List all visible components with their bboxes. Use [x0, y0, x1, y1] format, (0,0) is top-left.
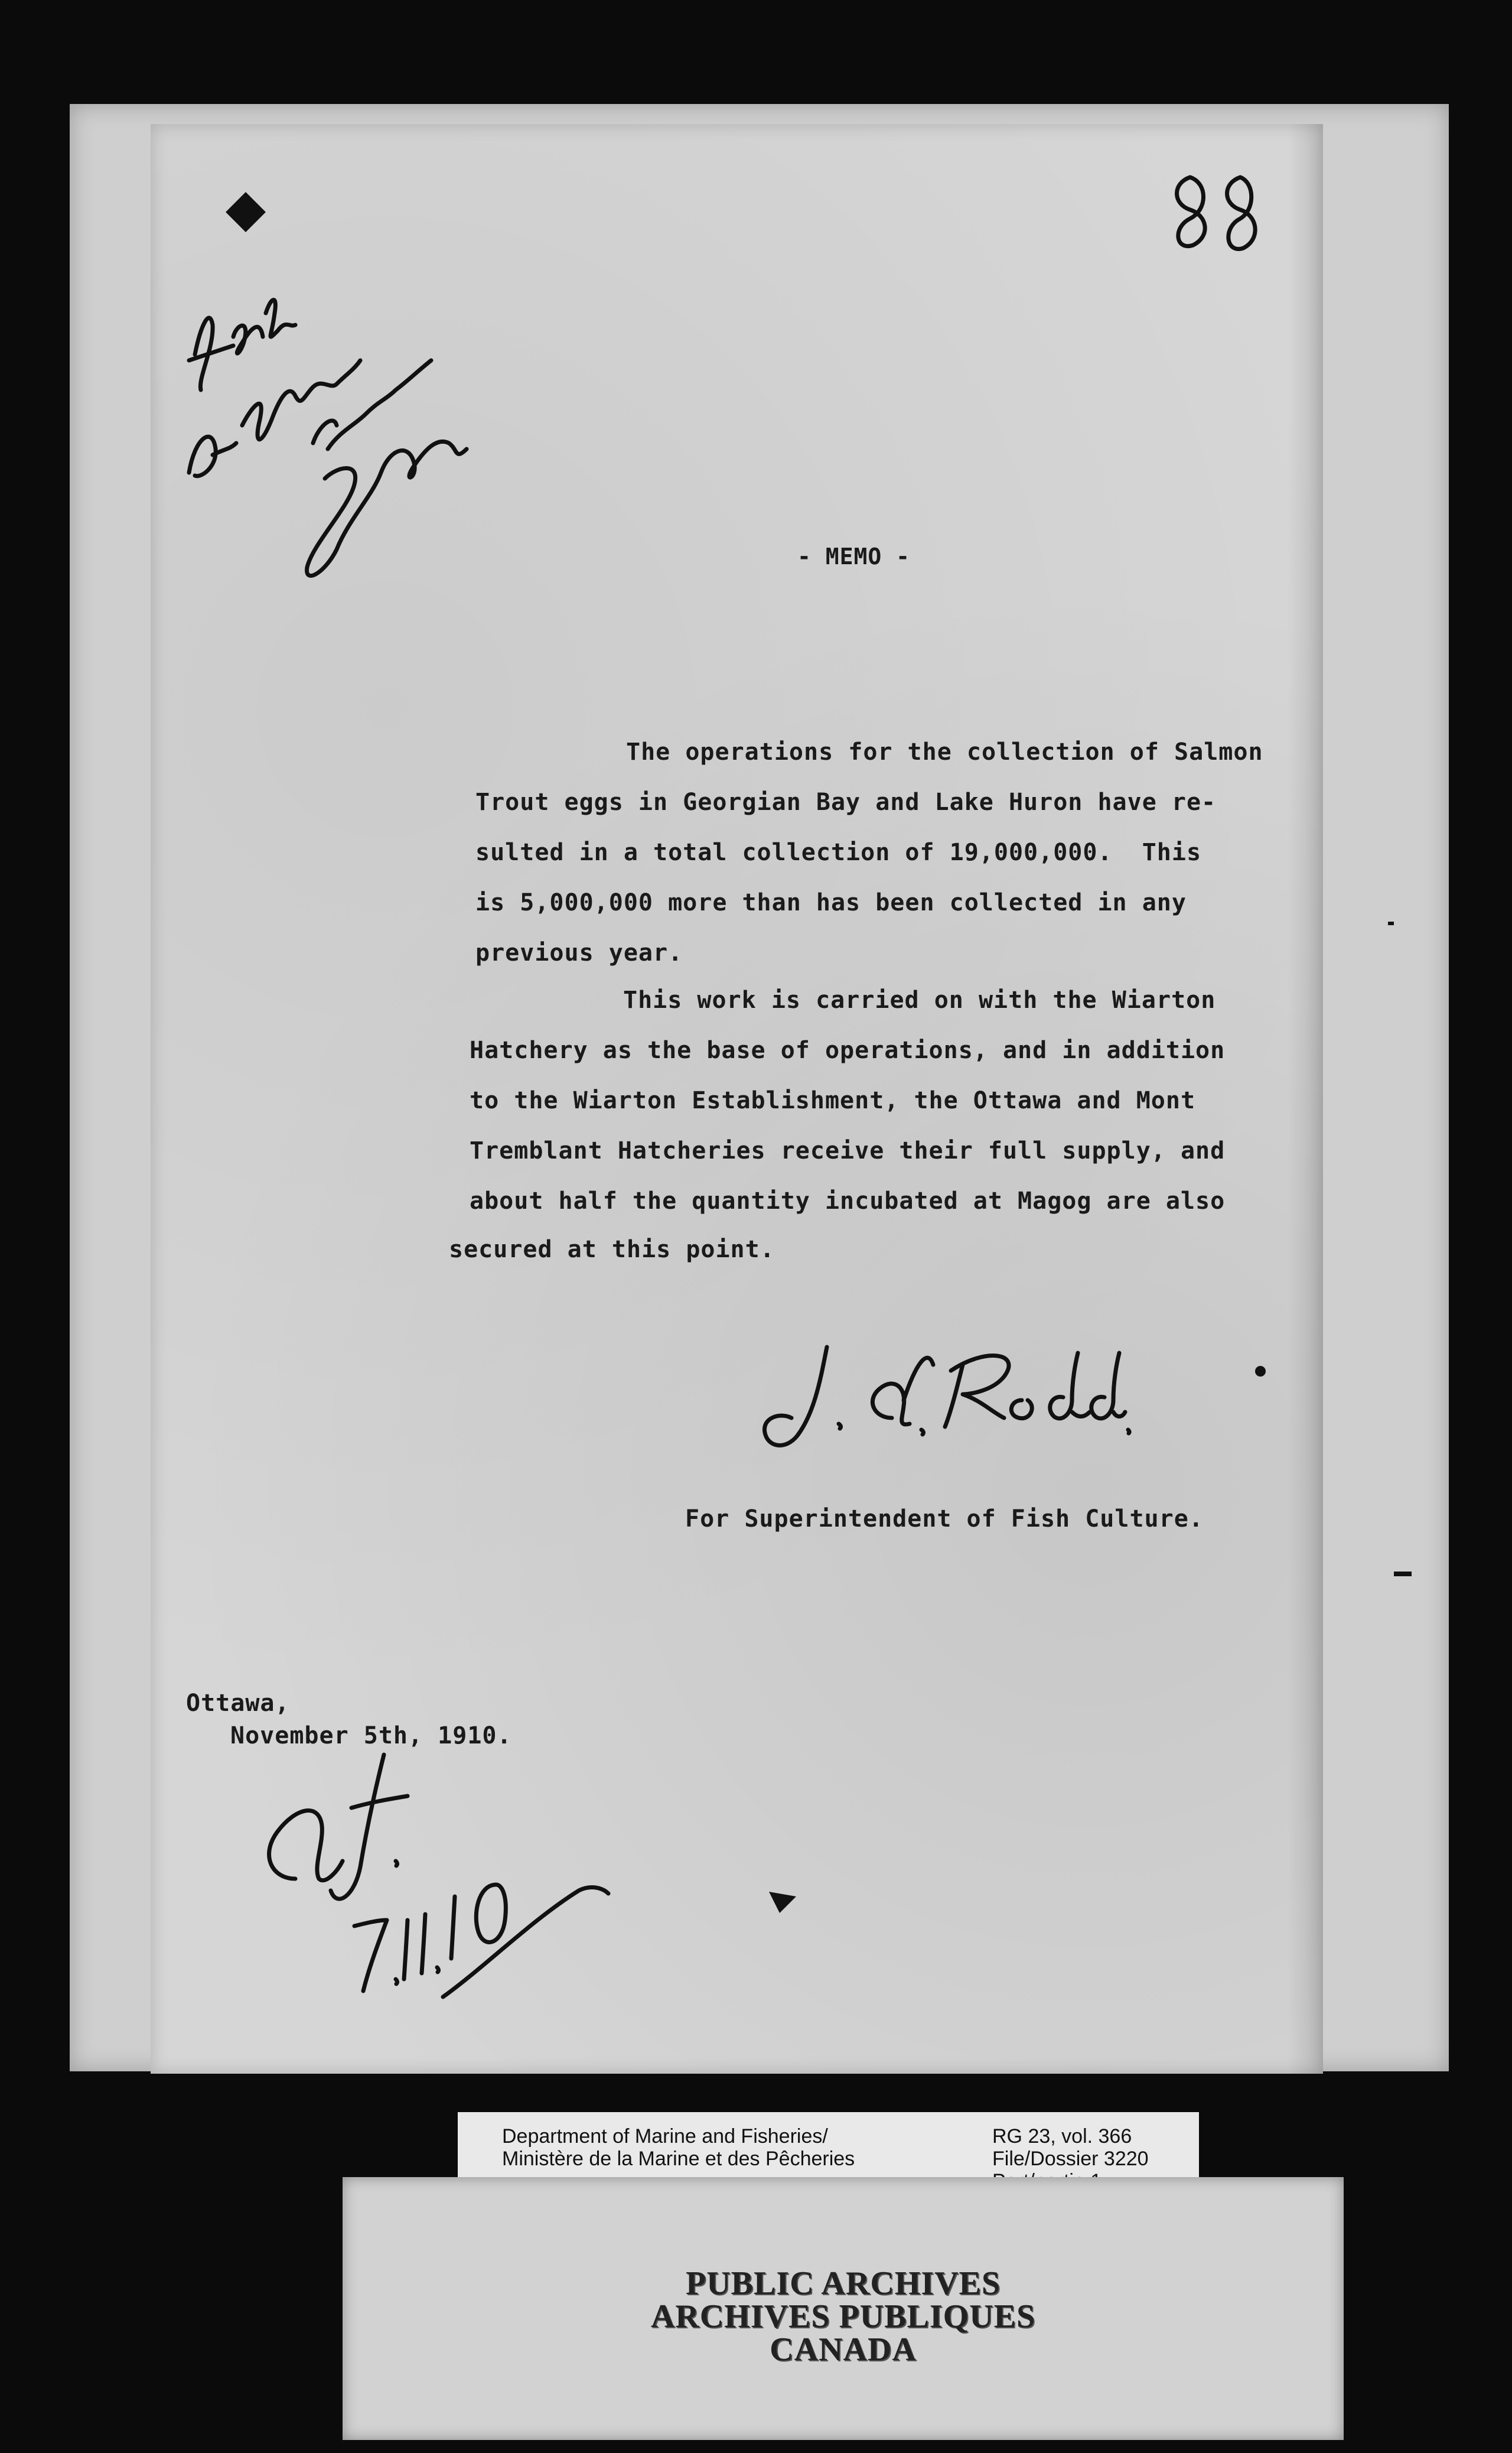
label-reference-file: File/Dossier 3220 [992, 2148, 1149, 2170]
memo-heading: - MEMO - [797, 544, 911, 570]
arrow-mark [768, 1891, 797, 1914]
memo-body-line: sulted in a total collection of 19,000,000. This [475, 839, 1202, 866]
memo-body-line: is 5,000,000 more than has been collected in any [475, 889, 1187, 916]
memo-body-line: Hatchery as the base of operations, and in addition [470, 1037, 1226, 1064]
handwritten-file-note [177, 272, 508, 603]
memo-place: Ottawa, [186, 1690, 290, 1717]
signature-j-a-rodd [756, 1329, 1134, 1459]
memo-body-line: Trout eggs in Georgian Bay and Lake Huron have re- [475, 789, 1217, 816]
margin-mark [1388, 922, 1394, 925]
page-edge-shadow [1288, 124, 1323, 2074]
margin-mark [1394, 1572, 1412, 1576]
memo-body-line: about half the quantity incubated at Magog are also [470, 1188, 1226, 1215]
memo-body-line: The operations for the collection of Salmon [626, 738, 1263, 766]
memo-body-line: to the Wiarton Establishment, the Ottawa and Mont [470, 1087, 1196, 1114]
handwritten-initials-date [248, 1743, 614, 2021]
label-department-en: Department of Marine and Fisheries/ [502, 2125, 828, 2148]
memo-body-line: Tremblant Hatcheries receive their full supply, and [470, 1137, 1226, 1164]
stamp-line-2: ARCHIVES PUBLIQUES [650, 2298, 1036, 2335]
page-number-88-handwritten [1166, 171, 1270, 266]
memo-date: November 5th, 1910. [230, 1722, 512, 1749]
archives-stamp [343, 2177, 1344, 2440]
ink-dot [1255, 1366, 1266, 1377]
memo-body-line: This work is carried on with the Wiarton [623, 987, 1216, 1014]
memo-body-line: previous year. [475, 939, 683, 967]
label-department-fr: Ministère de la Marine et des Pêcheries [502, 2148, 855, 2170]
stamp-line-1: PUBLIC ARCHIVES [685, 2265, 1001, 2302]
label-reference-rg: RG 23, vol. 366 [992, 2125, 1132, 2148]
stamp-line-3: CANADA [770, 2331, 917, 2368]
signature-title: For Superintendent of Fish Culture. [685, 1505, 1204, 1533]
memo-body-line: secured at this point. [449, 1236, 775, 1263]
